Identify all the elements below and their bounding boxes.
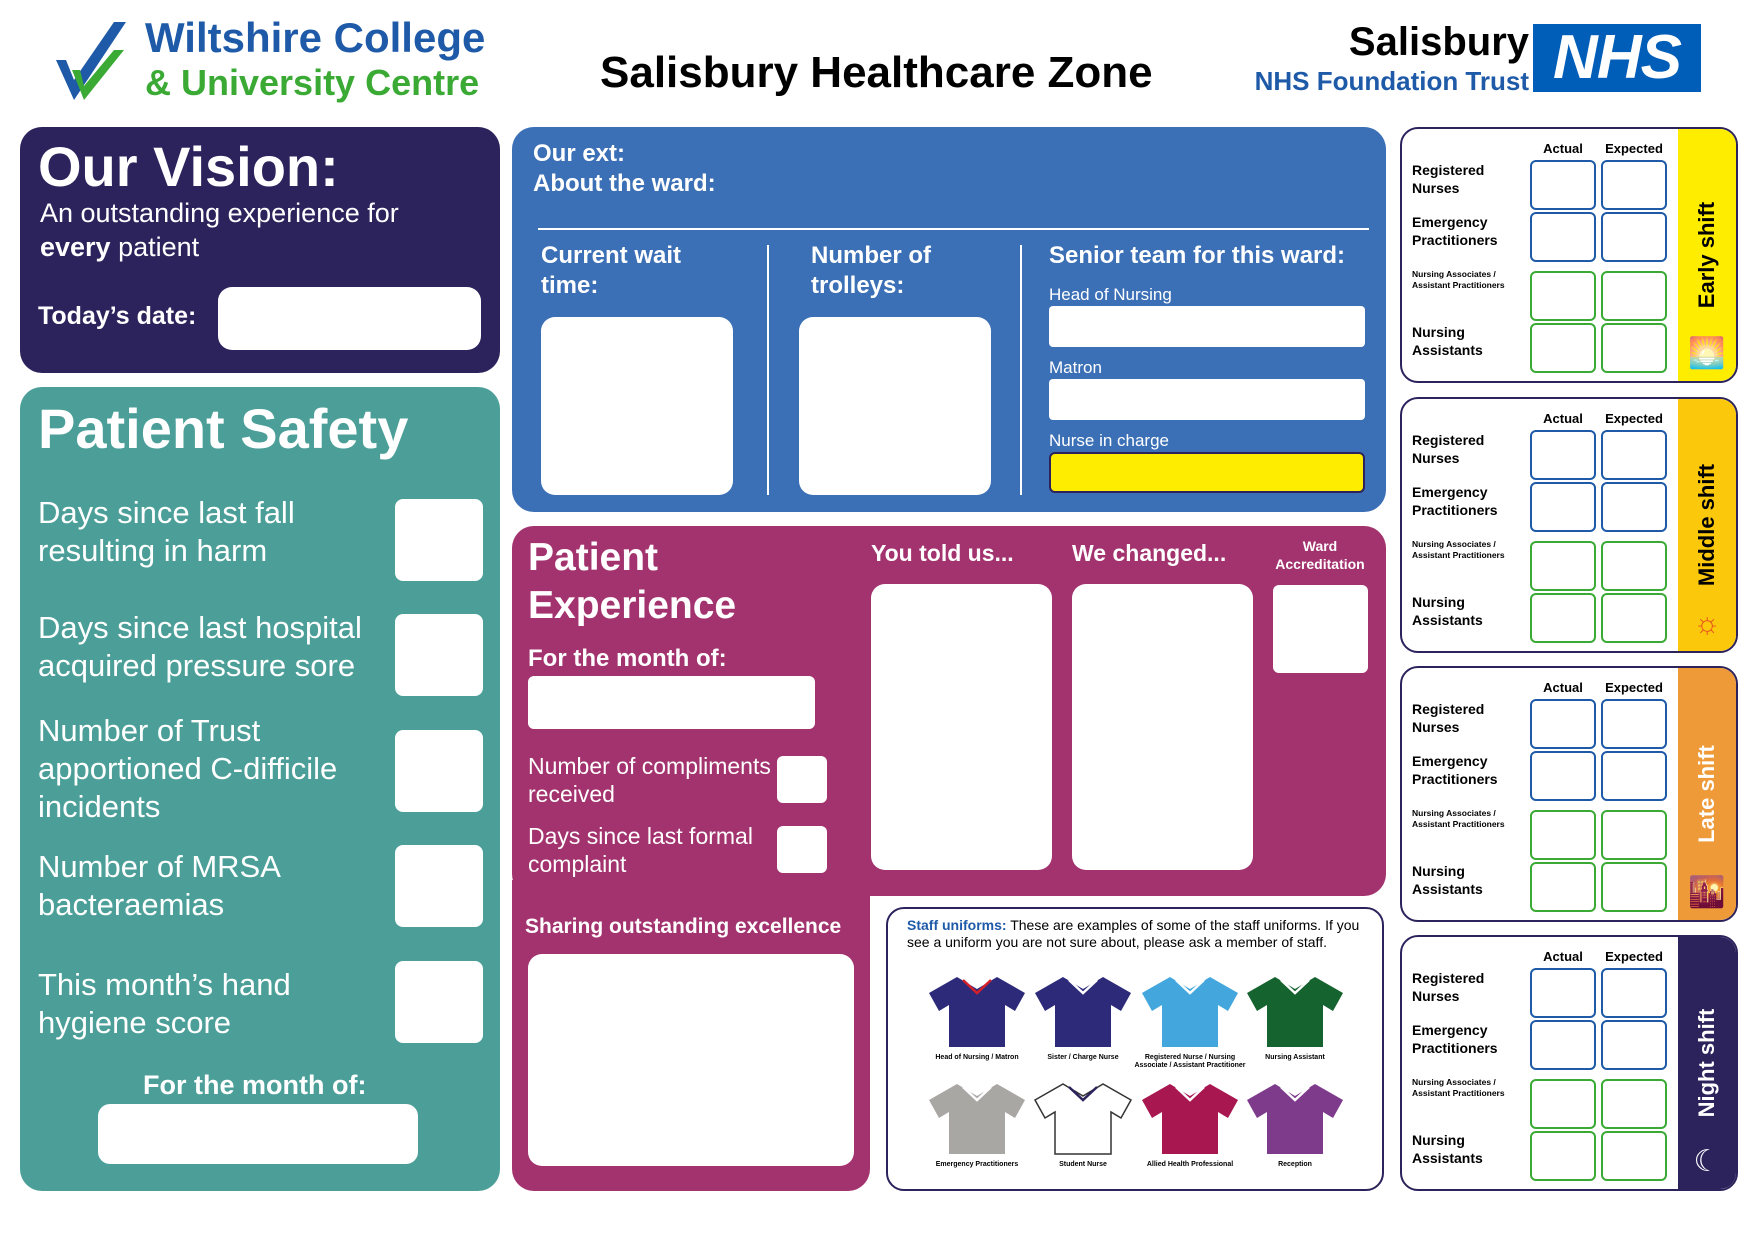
staff-row-label: Emergency Practitioners xyxy=(1412,214,1498,248)
we-changed-field[interactable] xyxy=(1072,584,1253,870)
actual-count-field[interactable] xyxy=(1530,699,1596,749)
staff-row-label: Nursing Associates / Assistant Practitioners xyxy=(1412,269,1505,290)
uniform-shirt-icon xyxy=(1140,975,1240,1049)
actual-column-header: Actual xyxy=(1543,680,1583,695)
uniform-shirt-icon xyxy=(927,975,1027,1049)
staff-row-label: Emergency Practitioners xyxy=(1412,1022,1498,1056)
nurse-in-charge-field[interactable] xyxy=(1049,452,1365,493)
page-title: Salisbury Healthcare Zone xyxy=(600,48,1153,97)
vision-title: Our Vision: xyxy=(38,135,339,198)
actual-count-field[interactable] xyxy=(1530,862,1596,912)
staff-row-label: Nursing Associates / Assistant Practitioners xyxy=(1412,808,1505,829)
metric-fall-harm: Days since last fall resulting in harm xyxy=(38,495,295,568)
trolleys-label: Number of trolleys: xyxy=(811,242,931,299)
college-name: Wiltshire College xyxy=(145,14,486,61)
current-wait-label: Current wait time: xyxy=(541,242,682,299)
ward-extension-label: Our ext: xyxy=(533,140,626,167)
compliments-label: Number of compliments received xyxy=(528,753,771,807)
shift-band xyxy=(1678,129,1736,381)
complaint-label: Days since last formal complaint xyxy=(528,823,753,877)
expected-count-field[interactable] xyxy=(1601,699,1667,749)
staff-row-label: Nursing Assistants xyxy=(1412,1132,1483,1166)
uniform-label: Student Nurse xyxy=(1059,1161,1107,1168)
actual-column-header: Actual xyxy=(1543,141,1583,156)
expected-count-field[interactable] xyxy=(1601,541,1667,591)
actual-count-field[interactable] xyxy=(1530,751,1596,801)
expected-count-field[interactable] xyxy=(1601,751,1667,801)
uniform-label: Emergency Practitioners xyxy=(935,1161,1019,1168)
patient-safety-title: Patient Safety xyxy=(38,397,409,460)
complaint-field[interactable] xyxy=(777,826,827,873)
expected-column-header: Expected xyxy=(1605,141,1663,156)
expected-count-field[interactable] xyxy=(1601,1079,1667,1129)
metric-mrsa: Number of MRSA bacteraemias xyxy=(38,849,280,922)
staff-uniforms-text: Staff uniforms: These are examples of some of the staff uniforms. If you see a uniform you are not sure about, please ask a member of staff. xyxy=(907,917,1360,950)
shift-name: Middle shift xyxy=(1694,463,1719,587)
actual-count-field[interactable] xyxy=(1530,541,1596,591)
shift-band xyxy=(1678,668,1736,920)
actual-column-header: Actual xyxy=(1543,411,1583,426)
shift-panel xyxy=(1400,127,1738,383)
expected-count-field[interactable] xyxy=(1601,482,1667,532)
trust-name: Salisbury xyxy=(1348,20,1529,64)
ward-divider xyxy=(538,228,1369,230)
expected-count-field[interactable] xyxy=(1601,1020,1667,1070)
expected-count-field[interactable] xyxy=(1601,212,1667,262)
ward-accreditation-label: Ward Accreditation xyxy=(1275,538,1365,572)
metric-c-difficile: Number of Trust apportioned C-difficile incidents xyxy=(38,713,338,824)
head-of-nursing-label: Head of Nursing xyxy=(1049,285,1172,304)
sharing-excellence-field[interactable] xyxy=(528,954,854,1166)
actual-count-field[interactable] xyxy=(1530,593,1596,643)
metric-hand-hygiene-field[interactable] xyxy=(395,961,483,1043)
moon-icon: ☾ xyxy=(1693,1145,1721,1178)
expected-count-field[interactable] xyxy=(1601,160,1667,210)
vision-statement: An outstanding experience for every patient xyxy=(40,198,399,262)
staff-row-label: Registered Nurses xyxy=(1412,432,1485,466)
staff-row-label: Emergency Practitioners xyxy=(1412,753,1498,787)
uniform-label: Reception xyxy=(1278,1161,1312,1168)
staff-row-label: Nursing Assistants xyxy=(1412,324,1483,358)
staff-row-label: Nursing Assistants xyxy=(1412,863,1483,897)
metric-hand-hygiene: This month’s hand hygiene score xyxy=(38,967,291,1040)
expected-count-field[interactable] xyxy=(1601,430,1667,480)
ward-divider-vertical xyxy=(767,245,769,495)
expected-count-field[interactable] xyxy=(1601,968,1667,1018)
staff-row-label: Registered Nurses xyxy=(1412,970,1485,1004)
metric-fall-harm-field[interactable] xyxy=(395,499,483,581)
safety-month-field[interactable] xyxy=(98,1104,418,1164)
actual-column-header: Actual xyxy=(1543,949,1583,964)
expected-count-field[interactable] xyxy=(1601,271,1667,321)
college-subtitle: & University Centre xyxy=(145,62,480,103)
sun-icon: ☼ xyxy=(1693,607,1721,640)
actual-count-field[interactable] xyxy=(1530,271,1596,321)
staff-row-label: Nursing Associates / Assistant Practitioners xyxy=(1412,539,1505,560)
shift-name: Early shift xyxy=(1694,201,1719,309)
shift-name: Night shift xyxy=(1694,1008,1719,1118)
nhs-logo: NHS xyxy=(1533,24,1701,92)
todays-date-label: Today’s date: xyxy=(38,302,197,330)
todays-date-field[interactable] xyxy=(218,287,481,350)
college-logo-icon xyxy=(52,20,132,104)
actual-count-field[interactable] xyxy=(1530,212,1596,262)
actual-count-field[interactable] xyxy=(1530,1131,1596,1181)
staff-row-label: Emergency Practitioners xyxy=(1412,484,1498,518)
expected-count-field[interactable] xyxy=(1601,810,1667,860)
experience-month-field[interactable] xyxy=(528,676,815,729)
sunrise-icon: 🌅 xyxy=(1688,337,1726,370)
actual-count-field[interactable] xyxy=(1530,482,1596,532)
safety-month-label: For the month of: xyxy=(143,1070,367,1100)
ward-accreditation-field[interactable] xyxy=(1273,585,1368,673)
actual-count-field[interactable] xyxy=(1530,323,1596,373)
metric-pressure-sore: Days since last hospital acquired pressure sore xyxy=(38,610,362,683)
actual-count-field[interactable] xyxy=(1530,810,1596,860)
matron-label: Matron xyxy=(1049,358,1102,377)
shift-panel xyxy=(1400,666,1738,922)
sharing-excellence-label: Sharing outstanding excellence xyxy=(525,915,842,938)
matron-field[interactable] xyxy=(1049,379,1365,420)
shift-panel xyxy=(1400,397,1738,653)
uniform-label: Nursing Assistant xyxy=(1265,1054,1325,1061)
about-ward-label: About the ward: xyxy=(533,170,716,197)
expected-column-header: Expected xyxy=(1605,680,1663,695)
shift-name: Late shift xyxy=(1694,745,1719,843)
uniform-label: Head of Nursing / Matron xyxy=(935,1054,1019,1061)
sunset-icon: 🌇 xyxy=(1688,876,1726,909)
expected-column-header: Expected xyxy=(1605,949,1663,964)
uniform-shirt-icon xyxy=(1033,975,1133,1049)
we-changed-label: We changed... xyxy=(1072,540,1227,566)
actual-count-field[interactable] xyxy=(1530,968,1596,1018)
uniform-shirt-icon xyxy=(1033,1082,1133,1156)
you-told-us-label: You told us... xyxy=(871,540,1014,566)
staff-row-label: Registered Nurses xyxy=(1412,162,1485,196)
ward-divider-vertical xyxy=(1020,245,1022,495)
uniform-shirt-icon xyxy=(927,1082,1027,1156)
head-of-nursing-field[interactable] xyxy=(1049,306,1365,347)
expected-column-header: Expected xyxy=(1605,411,1663,426)
uniform-label: Sister / Charge Nurse xyxy=(1047,1054,1119,1061)
metric-mrsa-field[interactable] xyxy=(395,845,483,927)
experience-month-label: For the month of: xyxy=(528,645,727,672)
nurse-in-charge-label: Nurse in charge xyxy=(1049,431,1170,450)
metric-c-difficile-field[interactable] xyxy=(395,730,483,812)
actual-count-field[interactable] xyxy=(1530,430,1596,480)
trolleys-field[interactable] xyxy=(799,317,991,495)
staff-row-label: Nursing Associates / Assistant Practitioners xyxy=(1412,1077,1505,1098)
trust-subtitle: NHS Foundation Trust xyxy=(1254,66,1529,96)
uniform-label: Registered Nurse / Nursing Associate / Assistant Practitioner xyxy=(1134,1054,1246,1069)
expected-count-field[interactable] xyxy=(1601,1131,1667,1181)
uniform-shirt-icon xyxy=(1245,975,1345,1049)
uniform-label: Allied Health Professional xyxy=(1146,1161,1234,1168)
staff-row-label: Registered Nurses xyxy=(1412,701,1485,735)
current-wait-field[interactable] xyxy=(541,317,733,495)
actual-count-field[interactable] xyxy=(1530,160,1596,210)
metric-pressure-sore-field[interactable] xyxy=(395,614,483,696)
expected-count-field[interactable] xyxy=(1601,862,1667,912)
patient-experience-title: Patient Experience xyxy=(528,536,737,627)
uniform-shirt-icon xyxy=(1245,1082,1345,1156)
actual-count-field[interactable] xyxy=(1530,1020,1596,1070)
actual-count-field[interactable] xyxy=(1530,1079,1596,1129)
uniform-shirt-icon xyxy=(1140,1082,1240,1156)
shift-band xyxy=(1678,399,1736,651)
compliments-field[interactable] xyxy=(777,756,827,803)
expected-count-field[interactable] xyxy=(1601,323,1667,373)
senior-team-label: Senior team for this ward: xyxy=(1049,242,1346,269)
you-told-us-field[interactable] xyxy=(871,584,1052,870)
expected-count-field[interactable] xyxy=(1601,593,1667,643)
staff-row-label: Nursing Assistants xyxy=(1412,594,1483,628)
shift-band xyxy=(1678,937,1736,1189)
shift-panel xyxy=(1400,935,1738,1191)
